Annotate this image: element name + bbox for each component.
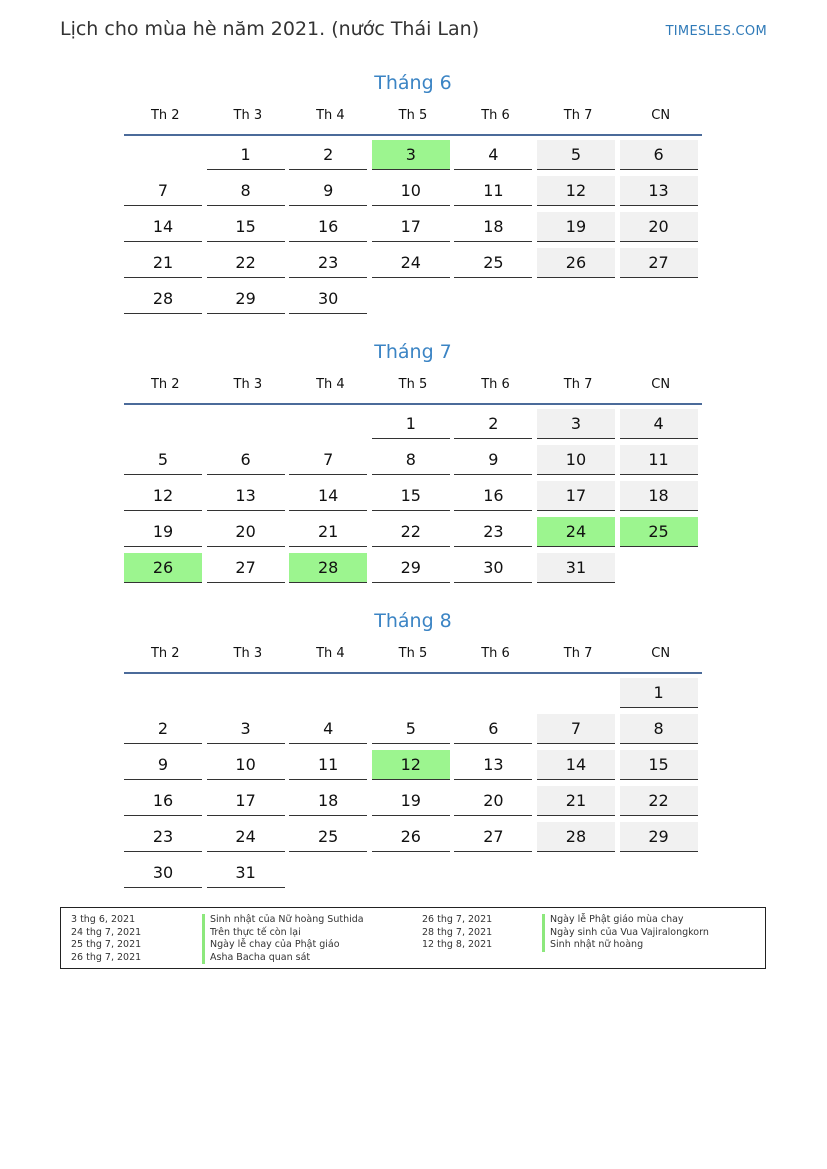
day-cell[interactable]: 25: [289, 822, 367, 852]
holiday-day-cell[interactable]: 12: [372, 750, 450, 780]
day-cell[interactable]: 29: [372, 553, 450, 583]
day-cell[interactable]: 16: [124, 786, 202, 816]
month-name: Tháng 6: [374, 72, 452, 94]
empty-cell: [372, 678, 450, 708]
weekday-label: Th 6: [481, 377, 510, 392]
day-cell[interactable]: 27: [620, 248, 698, 278]
week-row: [124, 405, 702, 441]
weekday-label: Th 5: [398, 108, 428, 123]
weekday-label: Th 2: [150, 646, 180, 661]
day-cell[interactable]: 18: [620, 481, 698, 511]
day-cell[interactable]: 2: [289, 140, 367, 170]
empty-cell: [620, 284, 698, 314]
weekday-label: Th 6: [481, 646, 510, 661]
day-cell[interactable]: 6: [454, 714, 532, 744]
day-cell[interactable]: 25: [454, 248, 532, 278]
day-cell[interactable]: 21: [537, 786, 615, 816]
holiday-legend: [60, 907, 766, 969]
empty-cell: [124, 678, 202, 708]
day-cell[interactable]: 22: [372, 517, 450, 547]
weekday-label: Th 6: [481, 108, 510, 123]
holiday-day-cell[interactable]: 24: [537, 517, 615, 547]
day-cell[interactable]: 7: [124, 176, 202, 206]
day-cell[interactable]: 3: [537, 409, 615, 439]
day-cell[interactable]: 30: [454, 553, 532, 583]
month-block: [124, 606, 702, 890]
week-row: [124, 549, 702, 585]
day-cell[interactable]: 7: [537, 714, 615, 744]
empty-cell: [124, 140, 202, 170]
day-cell[interactable]: 16: [454, 481, 532, 511]
empty-cell: [454, 858, 532, 888]
week-row: [124, 710, 702, 746]
day-cell[interactable]: 30: [289, 284, 367, 314]
week-row: [124, 513, 702, 549]
empty-cell: [454, 284, 532, 314]
day-cell[interactable]: 29: [620, 822, 698, 852]
day-cell[interactable]: 2: [454, 409, 532, 439]
day-cell[interactable]: 12: [124, 481, 202, 511]
legend-holiday-name: Asha Bacha quan sát: [202, 952, 364, 965]
day-cell[interactable]: 22: [207, 248, 285, 278]
empty-cell: [124, 409, 202, 439]
weekday-header: [124, 636, 702, 674]
day-cell[interactable]: 21: [124, 248, 202, 278]
month-block: [124, 337, 702, 585]
day-cell[interactable]: 15: [207, 212, 285, 242]
day-cell[interactable]: 17: [537, 481, 615, 511]
day-cell[interactable]: 14: [537, 750, 615, 780]
legend-holiday-name: Ngày lễ chay của Phật giáo: [202, 939, 364, 952]
day-cell[interactable]: 8: [207, 176, 285, 206]
day-cell[interactable]: 9: [124, 750, 202, 780]
weekday-label: Th 2: [150, 108, 180, 123]
weekday-label: Th 5: [398, 646, 428, 661]
day-cell[interactable]: 21: [289, 517, 367, 547]
day-cell[interactable]: 24: [372, 248, 450, 278]
day-cell[interactable]: 17: [207, 786, 285, 816]
day-cell[interactable]: 10: [372, 176, 450, 206]
day-cell[interactable]: 5: [124, 445, 202, 475]
holiday-day-cell[interactable]: 28: [289, 553, 367, 583]
day-cell[interactable]: 13: [454, 750, 532, 780]
weekday-label: Th 3: [233, 377, 263, 392]
day-cell[interactable]: 15: [620, 750, 698, 780]
empty-cell: [454, 678, 532, 708]
empty-cell: [537, 858, 615, 888]
legend-holiday-name: Trên thực tế còn lại: [202, 927, 364, 940]
empty-cell: [289, 858, 367, 888]
day-cell[interactable]: 19: [372, 786, 450, 816]
day-cell[interactable]: 28: [124, 284, 202, 314]
day-cell[interactable]: 11: [454, 176, 532, 206]
weekday-header: [124, 367, 702, 405]
day-cell[interactable]: 13: [207, 481, 285, 511]
day-cell[interactable]: 31: [537, 553, 615, 583]
week-row: [124, 854, 702, 890]
weekday-label: CN: [651, 108, 671, 123]
weekday-label: Th 3: [233, 108, 263, 123]
day-cell[interactable]: 15: [372, 481, 450, 511]
brand-link[interactable]: TIMESLES.COM: [665, 24, 767, 39]
weekday-label: CN: [651, 377, 671, 392]
empty-cell: [620, 553, 698, 583]
legend-holiday-name: Ngày lễ Phật giáo mùa chay: [542, 914, 709, 927]
legend-holiday-name: Sinh nhật nữ hoàng: [542, 939, 709, 952]
weekday-label: CN: [651, 646, 671, 661]
day-cell[interactable]: 1: [372, 409, 450, 439]
legend-date: 12 thg 8, 2021: [422, 939, 493, 951]
holiday-day-cell[interactable]: 25: [620, 517, 698, 547]
empty-cell: [289, 409, 367, 439]
day-cell[interactable]: 2: [124, 714, 202, 744]
week-row: [124, 782, 702, 818]
week-row: [124, 746, 702, 782]
week-row: [124, 477, 702, 513]
week-row: [124, 674, 702, 710]
legend-date: 3 thg 6, 2021: [71, 914, 136, 925]
day-cell[interactable]: 20: [620, 212, 698, 242]
day-cell[interactable]: 26: [372, 822, 450, 852]
weekday-label: Th 7: [563, 377, 593, 392]
day-cell[interactable]: 20: [454, 786, 532, 816]
day-cell[interactable]: 31: [207, 858, 285, 888]
legend-date: 25 thg 7, 2021: [71, 939, 142, 951]
day-cell[interactable]: 23: [454, 517, 532, 547]
weekday-label: Th 2: [150, 377, 180, 392]
weekday-header: [124, 98, 702, 136]
day-cell[interactable]: 6: [620, 140, 698, 170]
empty-cell: [620, 858, 698, 888]
month-block: [124, 68, 702, 316]
day-cell[interactable]: 8: [620, 714, 698, 744]
day-cell[interactable]: 3: [207, 714, 285, 744]
weekday-label: Th 4: [316, 646, 345, 661]
day-cell[interactable]: 27: [454, 822, 532, 852]
week-row: [124, 172, 702, 208]
day-cell[interactable]: 14: [289, 481, 367, 511]
day-cell[interactable]: 9: [454, 445, 532, 475]
day-cell[interactable]: 11: [289, 750, 367, 780]
legend-date: 24 thg 7, 2021: [71, 926, 142, 938]
month-name: Tháng 7: [374, 341, 452, 363]
day-cell[interactable]: 4: [620, 409, 698, 439]
holiday-day-cell[interactable]: 26: [124, 553, 202, 583]
legend-holiday-name: Ngày sinh của Vua Vajiralongkorn: [542, 927, 709, 940]
legend-date: 28 thg 7, 2021: [422, 926, 493, 938]
day-cell[interactable]: 5: [537, 140, 615, 170]
day-cell[interactable]: 16: [289, 212, 367, 242]
day-cell[interactable]: 4: [454, 140, 532, 170]
week-row: [124, 818, 702, 854]
day-cell[interactable]: 1: [620, 678, 698, 708]
empty-cell: [372, 284, 450, 314]
day-cell[interactable]: 29: [207, 284, 285, 314]
week-row: [124, 244, 702, 280]
empty-cell: [207, 678, 285, 708]
day-cell[interactable]: 28: [537, 822, 615, 852]
week-row: [124, 208, 702, 244]
day-cell[interactable]: 12: [537, 176, 615, 206]
legend-date: 26 thg 7, 2021: [71, 951, 142, 963]
weekday-label: Th 7: [563, 108, 593, 123]
day-cell[interactable]: 11: [620, 445, 698, 475]
day-cell[interactable]: 5: [372, 714, 450, 744]
weekday-label: Th 4: [316, 108, 345, 123]
day-cell[interactable]: 14: [124, 212, 202, 242]
day-cell[interactable]: 10: [207, 750, 285, 780]
day-cell[interactable]: 4: [289, 714, 367, 744]
day-cell[interactable]: 24: [207, 822, 285, 852]
empty-cell: [537, 284, 615, 314]
day-cell[interactable]: 30: [124, 858, 202, 888]
weekday-label: Th 7: [563, 646, 593, 661]
week-row: [124, 441, 702, 477]
month-name: Tháng 8: [374, 610, 452, 632]
day-cell[interactable]: 18: [289, 786, 367, 816]
day-cell[interactable]: 23: [124, 822, 202, 852]
weekday-label: Th 4: [316, 377, 345, 392]
week-row: [124, 136, 702, 172]
day-cell[interactable]: 13: [620, 176, 698, 206]
empty-cell: [289, 678, 367, 708]
day-cell[interactable]: 19: [124, 517, 202, 547]
empty-cell: [537, 678, 615, 708]
day-cell[interactable]: 26: [537, 248, 615, 278]
week-row: [124, 280, 702, 316]
day-cell[interactable]: 23: [289, 248, 367, 278]
empty-cell: [372, 858, 450, 888]
weekday-label: Th 3: [233, 646, 263, 661]
day-cell[interactable]: 1: [207, 140, 285, 170]
day-cell[interactable]: 27: [207, 553, 285, 583]
day-cell[interactable]: 10: [537, 445, 615, 475]
day-cell[interactable]: 9: [289, 176, 367, 206]
holiday-day-cell[interactable]: 3: [372, 140, 450, 170]
day-cell[interactable]: 7: [289, 445, 367, 475]
day-cell[interactable]: 6: [207, 445, 285, 475]
legend-date: 26 thg 7, 2021: [422, 914, 493, 925]
legend-holiday-name: Sinh nhật của Nữ hoàng Suthida: [202, 914, 364, 927]
day-cell[interactable]: 17: [372, 212, 450, 242]
day-cell[interactable]: 8: [372, 445, 450, 475]
day-cell[interactable]: 20: [207, 517, 285, 547]
page-title: Lịch cho mùa hè năm 2021. (nước Thái Lan): [60, 18, 480, 40]
day-cell[interactable]: 22: [620, 786, 698, 816]
weekday-label: Th 5: [398, 377, 428, 392]
day-cell[interactable]: 19: [537, 212, 615, 242]
empty-cell: [207, 409, 285, 439]
day-cell[interactable]: 18: [454, 212, 532, 242]
